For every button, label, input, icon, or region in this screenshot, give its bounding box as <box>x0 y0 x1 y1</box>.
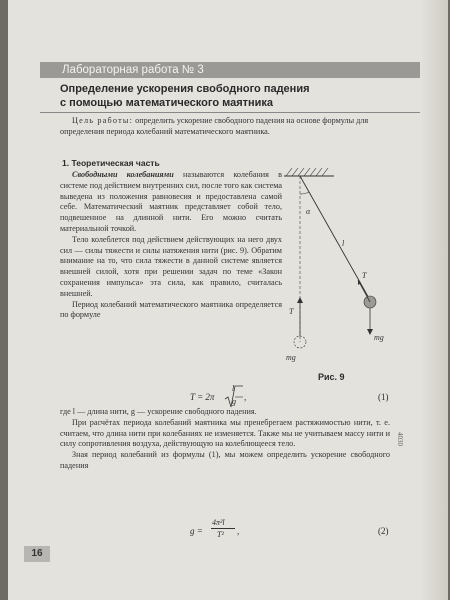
gravity-arrowhead <box>367 329 373 335</box>
ceiling-hatch <box>284 168 334 176</box>
lab-header-bar <box>40 62 420 78</box>
paragraph-forces: Тело колеблется под действием действующих на него двух сил — силы тяжести и силы натяжения нити (рис. 9). Обратим внимание на то, что сила тяжести в данной системе является внешней силой, хотя при решении задач по теме «Закон сохранения импульса» эта сила, как правило, считалась внешней. <box>60 234 282 298</box>
page-edge-shadow <box>420 0 448 600</box>
formula-gravity-lhs: g = <box>190 526 203 536</box>
formula-gravity-tail: , <box>237 526 240 536</box>
angle-arc <box>300 192 309 194</box>
goal-text: определить ускорение свободного падения на основе формулы для определения периода колебаний математического маятника. <box>60 116 369 136</box>
title-line-1: Определение ускорения свободного падения <box>60 83 310 95</box>
lab-title <box>60 82 400 110</box>
paragraph-period: Период колебаний математического маятника определяется по формуле <box>60 299 282 320</box>
title-divider <box>40 112 420 113</box>
fraction-bar <box>211 528 235 529</box>
paragraph-neglect: При расчётах периода колебаний маятника мы пренебрегаем растяжимостью нити, т. е. считаем, что длина нити при колебаниях не изменяется. Также мы не учитываем массу нити и силу сопротивления воздуха, действующую на колеблющееся тело. <box>60 417 390 449</box>
formula-gravity-numerator: 4π²l <box>212 518 225 527</box>
formula-period-lhs: T = 2π <box>190 392 215 402</box>
formula-period-denominator: g <box>232 397 236 406</box>
figure-caption: Рис. 9 <box>318 372 345 382</box>
formula-period <box>190 392 214 402</box>
equation-number-2: (2) <box>378 526 389 536</box>
formula-period-numerator: l <box>232 384 235 393</box>
pendulum-figure <box>284 164 394 364</box>
length-label: l <box>342 239 345 248</box>
pendulum-string <box>300 176 370 300</box>
goal-paragraph <box>60 116 390 138</box>
paragraph-where: где l — длина нити, g — ускорение свободного падения. <box>60 407 257 416</box>
goal-label: Цель работы: <box>72 116 134 125</box>
term-free-oscillations: Свободными колебаниями <box>72 170 174 179</box>
lab-label: Лабораторная работа № 3 <box>62 64 204 76</box>
explanation-block <box>60 407 390 472</box>
equation-number-1: (1) <box>378 392 389 402</box>
title-line-2: с помощью математического маятника <box>60 97 274 109</box>
formula-gravity-denominator: T² <box>217 530 224 539</box>
paragraph-free-oscillations <box>60 170 282 235</box>
gravity-label: mg <box>374 333 384 342</box>
tension-label: T <box>362 271 367 280</box>
side-code: 4030 <box>396 432 404 446</box>
page-number: 16 <box>24 546 50 562</box>
paragraph-text: называются колебания в системе под действием внутренних сил, после того как система выведена из положения равновесия и предоставлена самой себе. Математический маятник представляет собой тело, подвешенное на длинной нити. Его можно считать материальной точкой. <box>60 170 282 233</box>
theory-column <box>60 170 282 321</box>
section-heading: 1. Теоретическая часть <box>62 158 160 168</box>
equilibrium-gravity-label: mg <box>286 353 296 362</box>
alpha-label: α <box>306 207 311 216</box>
equilibrium-tension-label: T <box>289 307 294 316</box>
equilibrium-tension-arrowhead <box>297 297 303 303</box>
formula-period-tail: , <box>244 392 247 402</box>
paragraph-knowing-period: Зная период колебаний из формулы (1), мы можем определить ускорение свободного падения <box>60 450 390 470</box>
